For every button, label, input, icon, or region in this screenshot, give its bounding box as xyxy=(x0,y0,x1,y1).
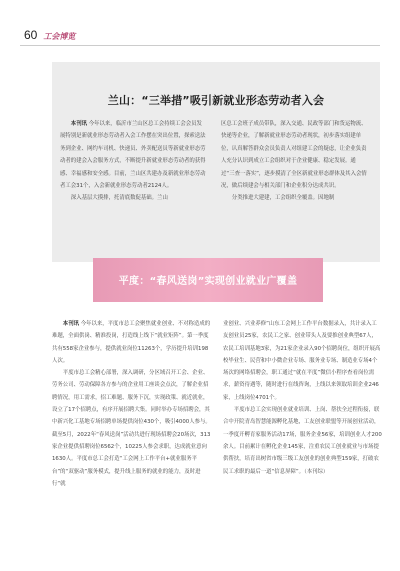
header-rule xyxy=(20,45,380,46)
paragraph xyxy=(52,367,211,490)
paragraph-text: 分类推进大建建，工会组织全覆盖。因地制 xyxy=(231,195,335,202)
paragraph xyxy=(52,318,211,367)
paragraph xyxy=(60,192,207,204)
page-number: 60 xyxy=(24,28,38,42)
paragraph-text: 区总工会班子成员带队，深入交通、民政等部门和货运物流、快递等企业，了解新就业形态劳动者现状，初步落实组建单位，认真解答群众会员负责人对组建工会的疑虑，让企业负责人充分认识到成立工会组织对于企业健康、稳定发展。通过“三查一落实”，逐步摸清了全区新就业形态群体及其入会情况，做后续建会与相关部门和企业积分达成共识。 xyxy=(221,121,367,190)
article-lanshan-body xyxy=(60,118,368,205)
article-lanshan-title: 兰山：“三举措”吸引新就业形态劳动者入会 xyxy=(107,94,325,107)
paragraph xyxy=(60,118,207,192)
paragraph xyxy=(221,118,368,192)
article-lanshan-right-column xyxy=(221,118,368,205)
paragraph xyxy=(221,192,368,204)
article-pingdu-right-column xyxy=(223,318,382,490)
paragraph-text: 今年以来，临沂市兰山区总工会持续工会会员发展特别是新就业形态劳动者入会工作摆在突出位置，探索送法务到企业、网约车司机、快递员、外卖配送员等新就业形态劳动者的建会入会服务方式，不断提升新就业形态劳动者的获得感、幸福感和安全感。目前，兰山区共建办及新就业形态劳动者工会31个，入会新就业形态劳动者2124人。 xyxy=(60,121,206,190)
article-lanshan xyxy=(52,62,380,262)
article-pingdu-left-column xyxy=(52,318,211,490)
journal-name: 工会博览 xyxy=(43,32,76,41)
page-header xyxy=(24,12,75,42)
article-pingdu-body xyxy=(52,318,382,490)
paragraph-text: 深入基层大摸排，托清底数促基础。兰山 xyxy=(70,195,168,202)
paragraph-lead: 本刊讯 xyxy=(70,121,87,127)
article-pingdu-title: 平度：“春风送岗”实现创业就业广覆盖 xyxy=(118,276,298,287)
article-pingdu-title-banner xyxy=(93,258,323,302)
paragraph xyxy=(223,318,382,404)
paragraph-text: 今年以来，平度市总工会聚焦就业创业、不对称造成的难题，全面供岗、精准投岗，打造线上线下“就业矩阵”。第一季度共有558家企业参与，提供就业岗位11263个，学历提升培训198人次。 xyxy=(52,321,211,364)
paragraph-text: 平度市总工会精心部署，深入调研，分区域召开工会、企业、劳务公司、劳动保障各方参与的企业用工座谈会点次，了解企业招聘情况，用工需求，招工难题、服务下沉，实现政策、就近就业，设立了17个招聘点，有序开展招聘大集。同时举办专场招聘会，其中新兴化工基地专场招聘单场提供岗位430个，吸引4000人参与。截至5月，2022年“春风送岗”活动共进行现场招聘会20场次，313家企业提供招聘岗位6562个，10225人参会求职，达成就业意向1630人。平度市总工会打造“工会网上工作平台+就业服务平台”的“双驱动”服务模式，提升线上服务的就业的能力，及时进行“就 xyxy=(52,370,211,487)
paragraph-text: 业创业、兴业养修”山东工会网上工作平台数据录入，共计录入工友创业员25家，农民工之家、创业带头人及要推创业典型67人，农民工培训基地3家，为21家企业录入90个招聘岗位，组织开展高校毕业生、民营和中小微企业专场、服务业专场、制造业专场4个场次的网络招聘会，职工通过“就在平度”微信小程序查看岗位需求，薪资待遇等，随时进行在线咨询，上线以来领取培训企业246家，上线岗位4701个。 xyxy=(223,321,381,401)
paragraph-text: 平度市总工会实现创业就业培训、上岗、帮扶全过程衔接，联合中开院青岛智慧能源孵化基地，工友创业联盟等开展创业活动，一季度开孵育家服务活动17场，服务企业56家，培训创业人才200余人。目前累计在孵化企业145家，注重农民工创业就业与市场提供帮扶，培育出树省市级三级工友创业的创业典型159家，打破农民工求职的最后一道“信息屏障”。（本刊综） xyxy=(223,407,382,475)
paragraph xyxy=(223,404,382,478)
article-lanshan-left-column xyxy=(60,118,207,205)
paragraph-lead: 本刊讯 xyxy=(62,321,79,327)
